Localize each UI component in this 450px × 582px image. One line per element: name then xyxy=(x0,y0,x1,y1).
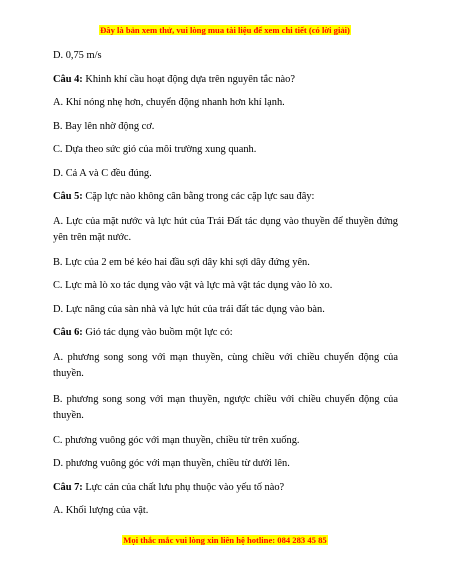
question-6-option-a: A. phương song song với mạn thuyền, cùng chiều với chiều chuyển động của thuyền. xyxy=(53,351,398,379)
question-6-text: Gió tác dụng vào buồm một lực có: xyxy=(82,327,233,338)
question-5-option-a: A. Lực của mặt nước và lực hút của Trái Đất tác dụng vào thuyền để thuyền đứng yên trên mặt nước. xyxy=(53,215,398,243)
question-7-option-a: A. Khối lượng của vật. xyxy=(53,505,149,516)
question-5-label: Câu 5: xyxy=(53,191,83,202)
question-5-option-d: D. Lực nâng của sàn nhà và lực hút của trái đất tác dụng vào bàn. xyxy=(53,303,325,315)
question-5-option-c: C. Lực mà lò xo tác dụng vào vật và lực mà vật tác dụng vào lò xo. xyxy=(53,280,333,291)
question-4-option-d: D. Cả A và C đều đúng. xyxy=(53,167,152,179)
document-body xyxy=(53,49,398,528)
question-6 xyxy=(53,326,398,339)
question-4-label: Câu 4: xyxy=(53,73,83,85)
question-7 xyxy=(53,481,398,494)
question-4-option-b: B. Bay lên nhờ động cơ. xyxy=(53,120,155,132)
question-6-label: Câu 6: xyxy=(53,327,83,338)
question-5-option-b: B. Lực của 2 em bé kéo hai đầu sợi dây khi sợi dây đứng yên. xyxy=(53,256,310,268)
preview-notice-text: Đây là bản xem thử, vui lòng mua tài liệu để xem chi tiết (có lời giải) xyxy=(100,25,350,35)
question-6-option-d: D. phương vuông góc với mạn thuyền, chiều từ dưới lên. xyxy=(53,458,290,469)
preview-notice-banner xyxy=(0,25,450,36)
question-4-text: Khinh khí cầu hoạt động dựa trên nguyên tắc nào? xyxy=(82,73,295,85)
hotline-notice-banner xyxy=(0,535,450,546)
question-6-option-c: C. phương vuông góc với mạn thuyền, chiều từ trên xuống. xyxy=(53,434,300,446)
question-5 xyxy=(53,190,398,203)
previous-answer-d: D. 0,75 m/s xyxy=(53,50,102,61)
question-4-option-c: C. Dựa theo sức gió của môi trường xung quanh. xyxy=(53,144,257,155)
question-5-text: Cặp lực nào không cân bằng trong các cặp lực sau đây: xyxy=(82,191,315,202)
hotline-notice-text: Mọi thắc mắc vui lòng xin liên hệ hotline: 084 283 45 85 xyxy=(123,535,327,545)
question-7-label: Câu 7: xyxy=(53,481,83,493)
question-4 xyxy=(53,73,398,86)
question-6-option-b: B. phương song song với mạn thuyền, ngược chiều với chiều chuyển động của thuyền. xyxy=(53,393,398,421)
question-4-option-a: A. Khí nóng nhẹ hơn, chuyển động nhanh hơn khí lạnh. xyxy=(53,97,285,108)
question-7-text: Lực cản của chất lưu phụ thuộc vào yếu tố nào? xyxy=(82,481,285,493)
